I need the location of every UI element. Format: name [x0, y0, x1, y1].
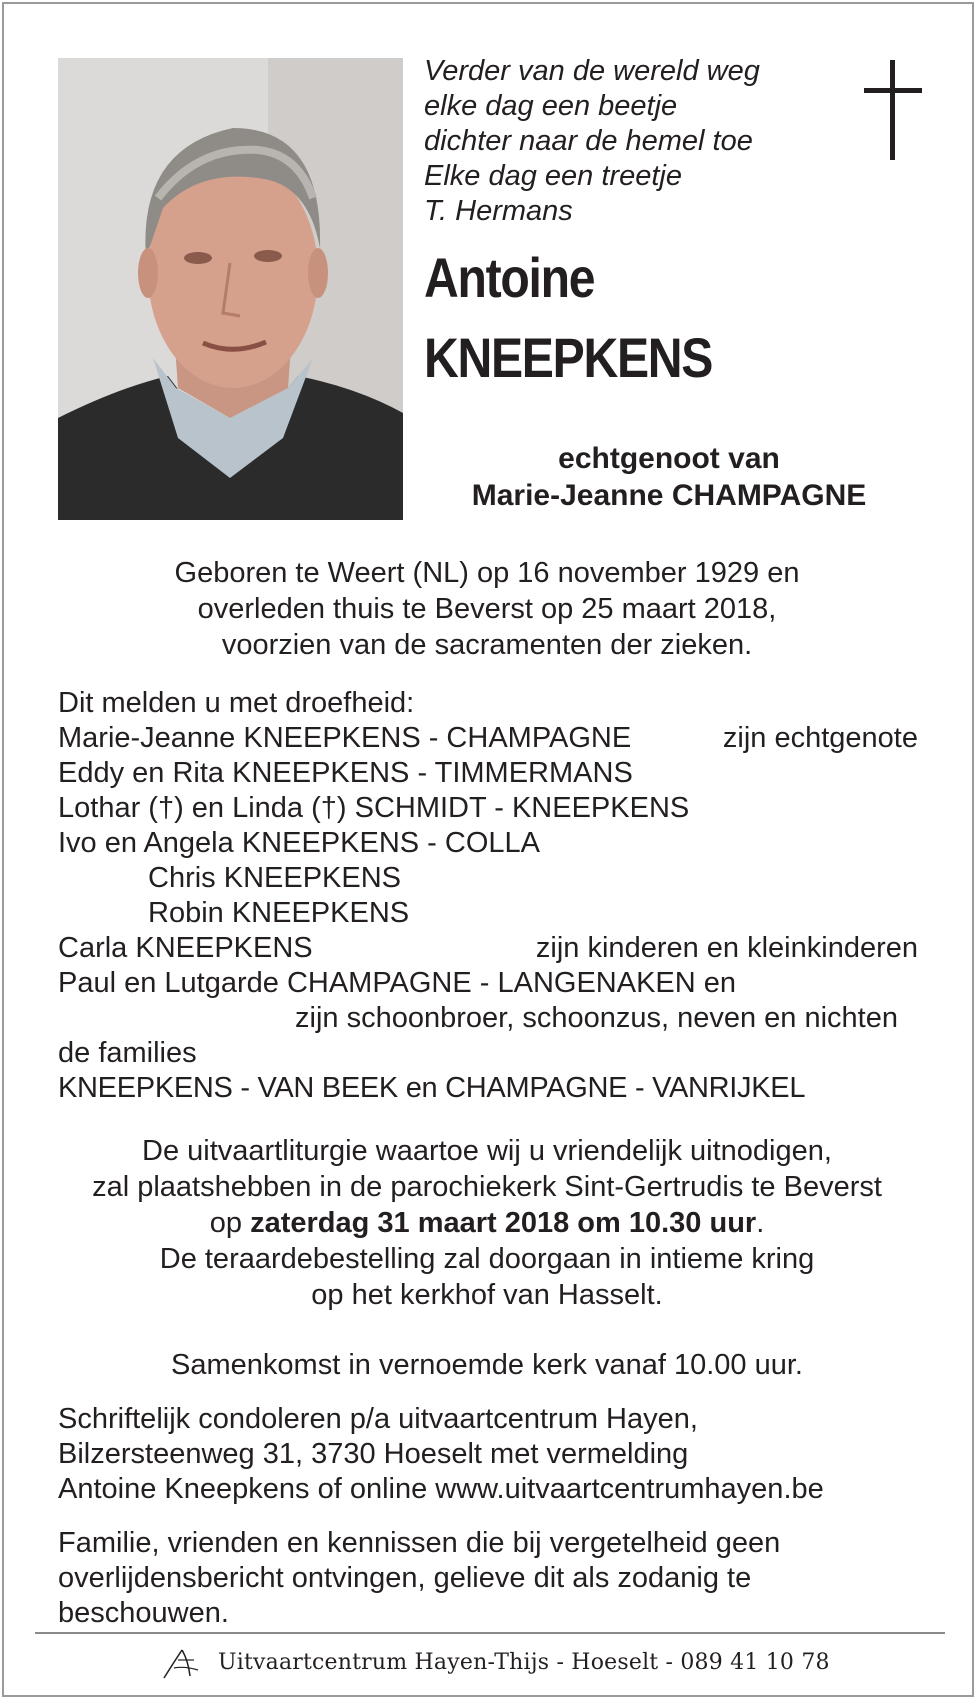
family-member: Ivo en Angela KNEEPKENS - COLLA [58, 827, 540, 859]
poem [424, 54, 760, 229]
death-line: overleden thuis te Beverst op 25 maart 2018, [197, 593, 777, 625]
funeral-home-logo-icon [160, 1646, 202, 1680]
deceased-last-name: KNEEPKENS [424, 326, 713, 389]
family-member: Robin KNEEPKENS [148, 897, 410, 929]
family-member: Marie-Jeanne KNEEPKENS - CHAMPAGNE [58, 722, 632, 754]
sacrament-line: voorzien van de sacramenten der zieken. [221, 629, 753, 661]
condolence-line: Schriftelijk condoleren p/a uitvaartcentrum Hayen, [58, 1403, 698, 1435]
family-intro-row [58, 686, 918, 721]
poem-line: Verder van de wereld weg [424, 55, 760, 87]
condolence-block [58, 1402, 824, 1507]
footer-text: Uitvaartcentrum Hayen-Thijs - Hoeselt - 089 41 10 78 [218, 1650, 830, 1675]
service-line: De uitvaartliturgie waartoe wij u vriendelijk uitnodigen, [142, 1135, 832, 1167]
footer [160, 1646, 830, 1680]
family-member: KNEEPKENS - VAN BEEK en CHAMPAGNE - VANRIJKEL [58, 1072, 806, 1104]
family-row [58, 721, 918, 756]
portrait-photo [58, 58, 403, 520]
service-date-prefix: op [209, 1207, 251, 1239]
poem-author: T. Hermans [424, 195, 573, 227]
spouse-block [424, 440, 914, 514]
service-block [58, 1133, 916, 1313]
gathering-line [58, 1347, 916, 1383]
family-member: Lothar (†) en Linda (†) SCHMIDT - KNEEPKENS [58, 792, 690, 824]
family-row [58, 931, 918, 966]
family-row [58, 756, 918, 791]
spouse-relation: echtgenoot van [558, 442, 780, 475]
condolence-line: Antoine Kneepkens of online www.uitvaartcentrumhayen.be [58, 1473, 824, 1505]
service-date-suffix: . [756, 1207, 765, 1239]
gathering-text: Samenkomst in vernoemde kerk vanaf 10.00 uur. [171, 1349, 803, 1381]
notice-line: Familie, vrienden en kennissen die bij vergetelheid geen [58, 1527, 781, 1559]
family-row [58, 1036, 918, 1071]
service-date: zaterdag 31 maart 2018 om 10.30 uur [250, 1207, 757, 1239]
family-row [58, 826, 918, 861]
poem-line: dichter naar de hemel toe [424, 125, 753, 157]
family-row [58, 1001, 918, 1036]
notice-block [58, 1526, 780, 1631]
birth-death-block [58, 555, 916, 663]
family-role: zijn echtgenote [722, 722, 918, 754]
family-row [58, 966, 918, 1001]
family-row [58, 861, 918, 896]
cross-icon [864, 60, 922, 160]
family-intro: Dit melden u met droefheid: [58, 687, 415, 719]
family-member: Chris KNEEPKENS [148, 862, 402, 894]
family-member: de families [58, 1037, 197, 1069]
family-member: Eddy en Rita KNEEPKENS - TIMMERMANS [58, 757, 633, 789]
service-line: zal plaatshebben in de parochiekerk Sint-Gertrudis te Beverst [92, 1171, 882, 1203]
poem-line: elke dag een beetje [424, 90, 678, 122]
poem-line: Elke dag een treetje [424, 160, 682, 192]
family-row [58, 791, 918, 826]
family-list [58, 686, 918, 1106]
service-line: De teraardebestelling zal doorgaan in intieme kring [159, 1243, 815, 1275]
family-member: Paul en Lutgarde CHAMPAGNE - LANGENAKEN en [58, 967, 737, 999]
birth-line: Geboren te Weert (NL) op 16 november 1929 en [174, 557, 800, 589]
notice-line: overlijdensbericht ontvingen, gelieve dit als zodanig te [58, 1562, 752, 1594]
spouse-name: Marie-Jeanne CHAMPAGNE [471, 479, 867, 512]
deceased-first-name: Antoine [424, 246, 595, 309]
service-date-line [58, 1205, 916, 1241]
condolence-line: Bilzersteenweg 31, 3730 Hoeselt met vermelding [58, 1438, 689, 1470]
family-row [58, 896, 918, 931]
family-member: Carla KNEEPKENS [58, 932, 313, 964]
family-row [58, 1071, 918, 1106]
notice-line: beschouwen. [58, 1597, 229, 1629]
family-role: zijn kinderen en kleinkinderen [535, 932, 918, 964]
service-line: op het kerkhof van Hasselt. [311, 1279, 663, 1311]
family-role: zijn schoonbroer, schoonzus, neven en nichten [295, 1002, 898, 1034]
footer-divider [35, 1632, 945, 1634]
